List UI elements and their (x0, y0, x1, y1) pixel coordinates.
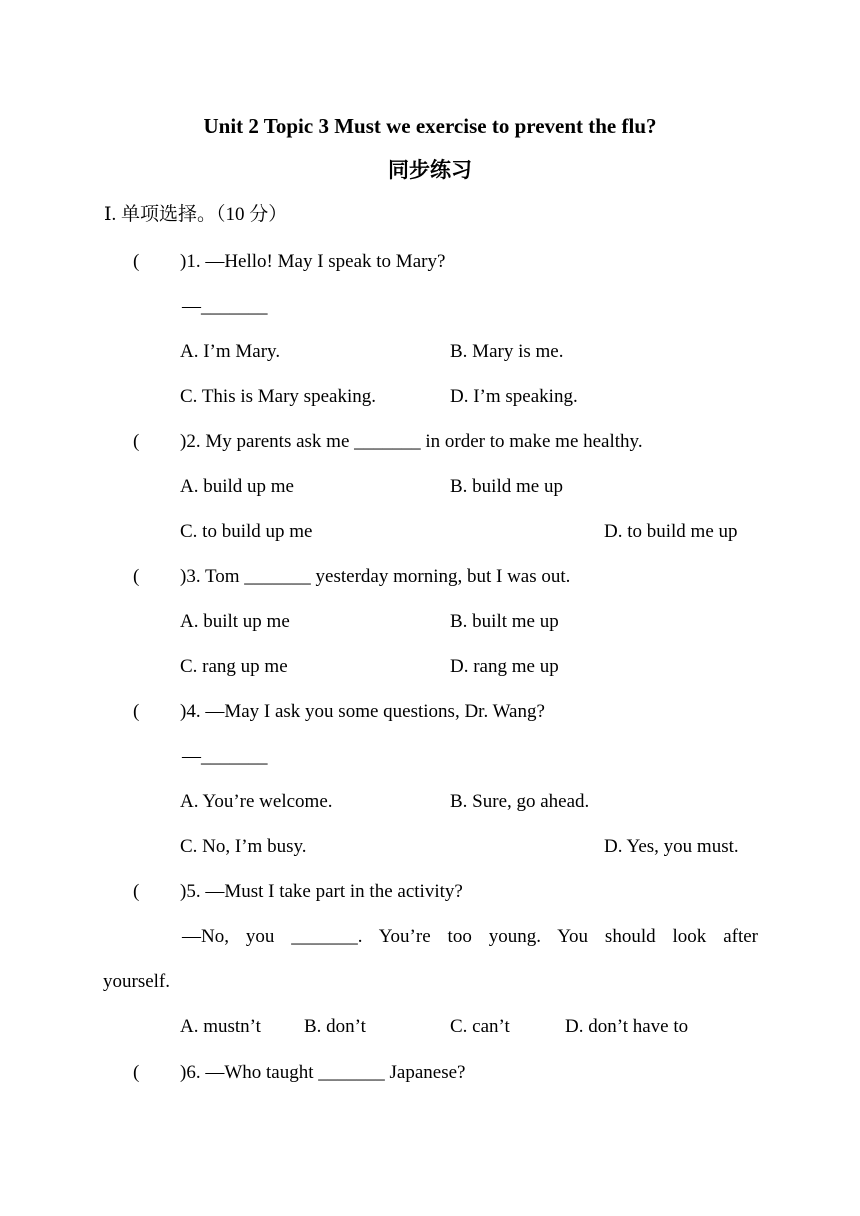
option-b: B. don’t (304, 1016, 366, 1037)
answer-bracket: ( (133, 1062, 140, 1083)
page-subtitle: 同步练习 (388, 158, 472, 182)
question-stem: )6. —Who taught _______ Japanese? (180, 1062, 466, 1083)
option-a: A. build up me (180, 476, 294, 497)
option-a: A. mustn’t (180, 1016, 261, 1037)
question-reply: —_______ (182, 296, 268, 317)
answer-bracket: ( (133, 431, 140, 452)
option-c: C. No, I’m busy. (180, 836, 307, 857)
option-d: D. Yes, you must. (604, 836, 739, 857)
answer-bracket: ( (133, 881, 140, 902)
option-a: A. built up me (180, 611, 290, 632)
option-b: B. built me up (450, 611, 559, 632)
option-a: A. I’m Mary. (180, 341, 281, 362)
option-b: B. Sure, go ahead. (450, 791, 590, 812)
section-heading: Ⅰ. 单项选择。（10 分） (104, 204, 288, 225)
option-d: D. I’m speaking. (450, 386, 578, 407)
question-stem: )4. —May I ask you some questions, Dr. Wang? (180, 701, 545, 722)
page-title: Unit 2 Topic 3 Must we exercise to prevent the flu? (203, 114, 657, 138)
option-c: C. rang up me (180, 656, 288, 677)
answer-bracket: ( (133, 701, 140, 722)
option-d: D. rang me up (450, 656, 559, 677)
question-stem: )5. —Must I take part in the activity? (180, 881, 463, 902)
option-a: A. You’re welcome. (180, 791, 333, 812)
option-b: B. Mary is me. (450, 341, 564, 362)
option-d: D. don’t have to (565, 1016, 689, 1037)
answer-bracket: ( (133, 251, 140, 272)
option-d: D. to build me up (604, 521, 738, 542)
option-c: C. This is Mary speaking. (180, 386, 376, 407)
answer-bracket: ( (133, 566, 140, 587)
question-stem: )2. My parents ask me _______ in order to make me healthy. (180, 431, 643, 452)
question-stem: )1. —Hello! May I speak to Mary? (180, 251, 446, 272)
question-stem: )3. Tom _______ yesterday morning, but I was out. (180, 566, 571, 587)
question-reply-continued: yourself. (103, 971, 171, 992)
option-c: C. to build up me (180, 521, 313, 542)
question-reply: —No, you _______. You’re too young. You should look after (182, 926, 758, 947)
option-b: B. build me up (450, 476, 563, 497)
option-c: C. can’t (450, 1016, 510, 1037)
question-reply: —_______ (182, 746, 268, 767)
